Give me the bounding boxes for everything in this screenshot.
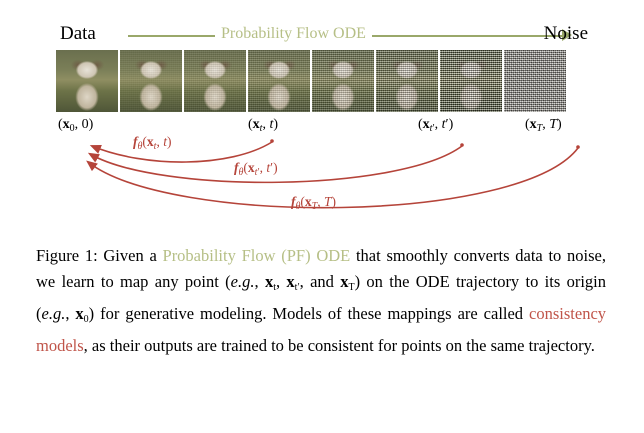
- fn-label-xtprime: $f_\theta(x_{t'}$, t′): [234, 160, 278, 178]
- dog-image: [56, 50, 118, 112]
- figure-caption: [36, 243, 606, 359]
- fn-label-xT: $f_\theta(x_T$, T): [291, 194, 336, 212]
- caption-sub-tprime: t′: [294, 282, 300, 293]
- pure-noise-image: [504, 50, 566, 112]
- arrow-source-dot-xT: [576, 145, 580, 149]
- noise-overlay: [184, 50, 246, 112]
- noise-overlay: [248, 50, 310, 112]
- caption-part6: ) on the ODE trajectory to its origin (: [36, 272, 606, 323]
- frame-xtprime: [440, 50, 502, 112]
- consistency-arrows: [0, 128, 644, 238]
- noise-overlay: [376, 50, 438, 112]
- caption-part2: that smoothly converts data to noise, we learn to map any point (: [36, 246, 606, 291]
- caption-sub-0: 0: [83, 314, 89, 325]
- caption-consistency-models: consistency models: [36, 304, 607, 355]
- arrow-source-dot-xtprime: [460, 143, 464, 147]
- caption-part3: , $x_t$, $x_{t'}$, and $x_T$: [254, 272, 355, 293]
- axis-label-data: Data: [60, 23, 96, 44]
- caption-part9: , as their outputs are trained to be consistent for points on the same trajectory.: [83, 336, 595, 355]
- caption-sub-T: T: [348, 282, 355, 293]
- caption-pf-ode: Probability Flow (PF) ODE: [162, 246, 351, 265]
- frame-xT: [504, 50, 566, 112]
- frame-4: [312, 50, 374, 112]
- arrows-svg: [0, 128, 644, 238]
- axis-label-pf-ode: Probability Flow ODE: [215, 23, 372, 45]
- trajectory-image-strip: [56, 50, 566, 112]
- frame-5: [376, 50, 438, 112]
- caption-number: Figure 1:: [36, 246, 98, 265]
- label-xtprime: ($x_{t'}$, t′): [418, 117, 454, 134]
- frame-xt: [248, 50, 310, 112]
- caption-part7: , $x_0$: [65, 304, 89, 325]
- noise-overlay: [440, 50, 502, 112]
- caption-sub-t: t: [273, 282, 276, 293]
- noise-overlay: [120, 50, 182, 112]
- noise-overlay: [312, 50, 374, 112]
- caption-eg1: e.g.: [230, 272, 255, 291]
- fn-label-xt: $f_\theta(x_t$, t): [133, 134, 172, 152]
- label-x0: ($x_0$, 0): [58, 117, 94, 134]
- frame-x0: [56, 50, 118, 112]
- axis-label-noise: Noise: [543, 23, 588, 44]
- label-xT: ($x_T$, T): [525, 117, 562, 134]
- frame-1: [120, 50, 182, 112]
- pf-ode-axis: [60, 22, 588, 48]
- caption-part8: ) for generative modeling. Models of these mappings are called: [88, 304, 530, 323]
- arrow-source-dot-xt: [270, 139, 274, 143]
- label-xt: ($x_t$, t): [248, 117, 279, 134]
- caption-eg2: e.g.: [41, 304, 66, 323]
- frame-2: [184, 50, 246, 112]
- caption-part1: Given a: [97, 246, 163, 265]
